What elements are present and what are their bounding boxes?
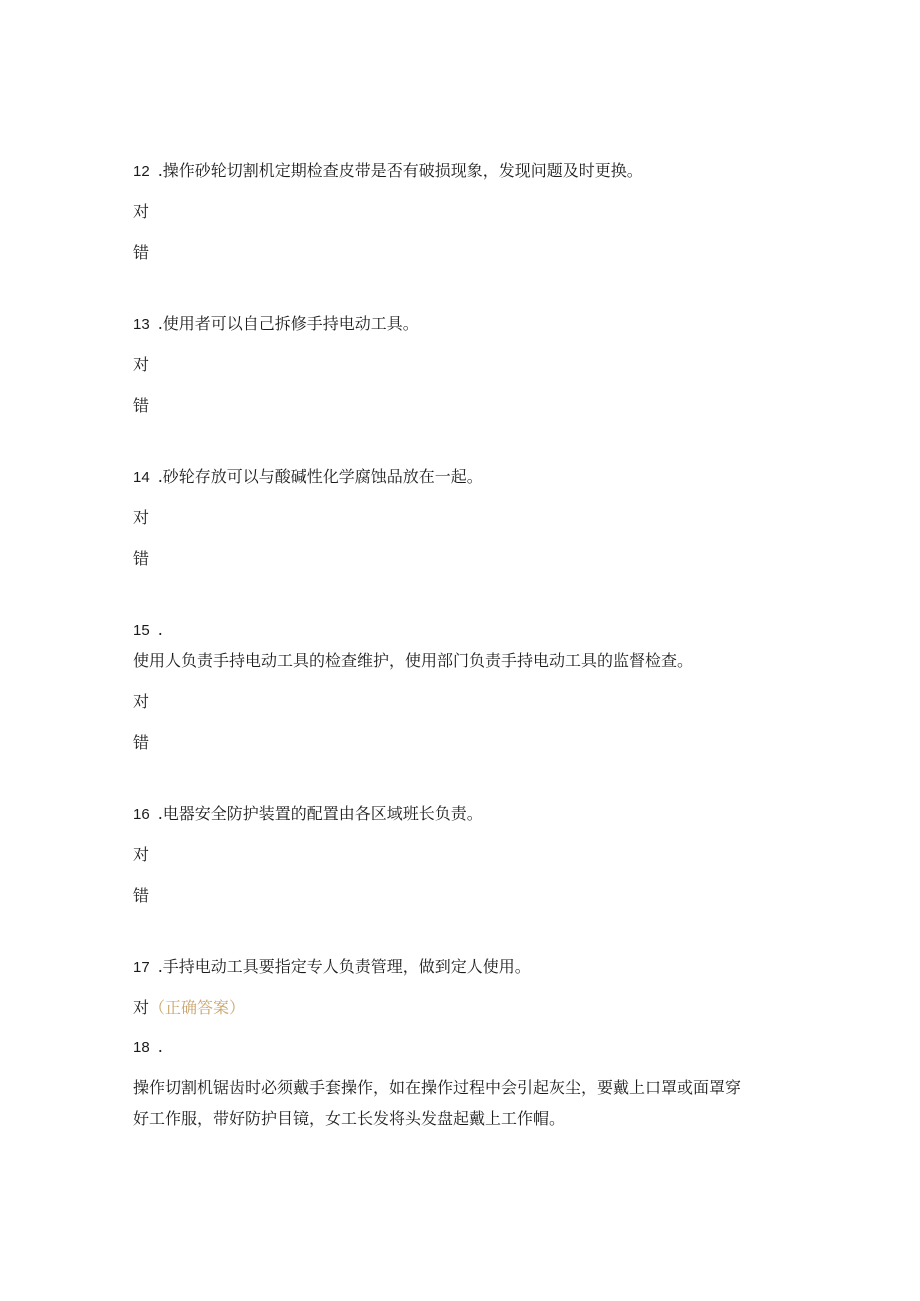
question-18-number-line <box>133 1037 163 1058</box>
option-true[interactable]: 对 <box>133 845 150 864</box>
question-16-title <box>133 804 483 825</box>
option-false[interactable]: 错 <box>133 549 150 568</box>
number-separator: . <box>157 1037 163 1056</box>
question-14-title <box>133 467 483 488</box>
number-separator: . <box>157 314 163 333</box>
option-true[interactable]: 对 <box>133 508 150 527</box>
option-true[interactable]: 对 <box>133 202 150 221</box>
option-true[interactable]: 对 <box>133 355 150 374</box>
question-text: 手持电动工具要指定专人负责管理，做到定人使用。 <box>162 957 531 976</box>
number-separator: . <box>157 161 163 180</box>
question-text: 砂轮存放可以与酸碱性化学腐蚀品放在一起。 <box>162 467 483 486</box>
number-separator: . <box>157 804 163 823</box>
question-15-number-line <box>133 620 163 641</box>
question-number: 12 <box>133 163 150 180</box>
option-true[interactable]: 对 <box>133 692 150 711</box>
option-false[interactable]: 错 <box>133 733 150 752</box>
question-number: 14 <box>133 469 150 486</box>
question-number: 13 <box>133 316 150 333</box>
number-separator: . <box>157 620 163 639</box>
question-number: 18 <box>133 1039 150 1056</box>
option-false[interactable]: 错 <box>133 886 150 905</box>
question-15-text: 使用人负责手持电动工具的检查维护，使用部门负责手持电动工具的监督检查。 <box>133 651 694 670</box>
question-text: 使用者可以自己拆修手持电动工具。 <box>162 314 419 333</box>
option-true-selected[interactable] <box>133 998 245 1018</box>
question-12-title <box>133 161 643 182</box>
question-number: 17 <box>133 959 150 976</box>
option-true-label: 对 <box>133 998 150 1017</box>
question-18-text-line-1: 操作切割机锯齿时必须戴手套操作，如在操作过程中会引起灰尘，要戴上口罩或面罩穿 <box>133 1078 742 1097</box>
question-17-title <box>133 957 531 978</box>
question-text: 电器安全防护装置的配置由各区域班长负责。 <box>162 804 483 823</box>
option-false[interactable]: 错 <box>133 243 150 262</box>
number-separator: . <box>157 467 163 486</box>
question-13-title <box>133 314 419 335</box>
option-false[interactable]: 错 <box>133 396 150 415</box>
question-18-text-line-2: 好工作服，带好防护目镜，女工长发将头发盘起戴上工作帽。 <box>133 1109 566 1128</box>
question-number: 15 <box>133 622 150 639</box>
correct-answer-note: （正确答案） <box>149 998 246 1017</box>
number-separator: . <box>157 957 163 976</box>
question-number: 16 <box>133 806 150 823</box>
question-text: 操作砂轮切割机定期检查皮带是否有破损现象，发现问题及时更换。 <box>162 161 643 180</box>
